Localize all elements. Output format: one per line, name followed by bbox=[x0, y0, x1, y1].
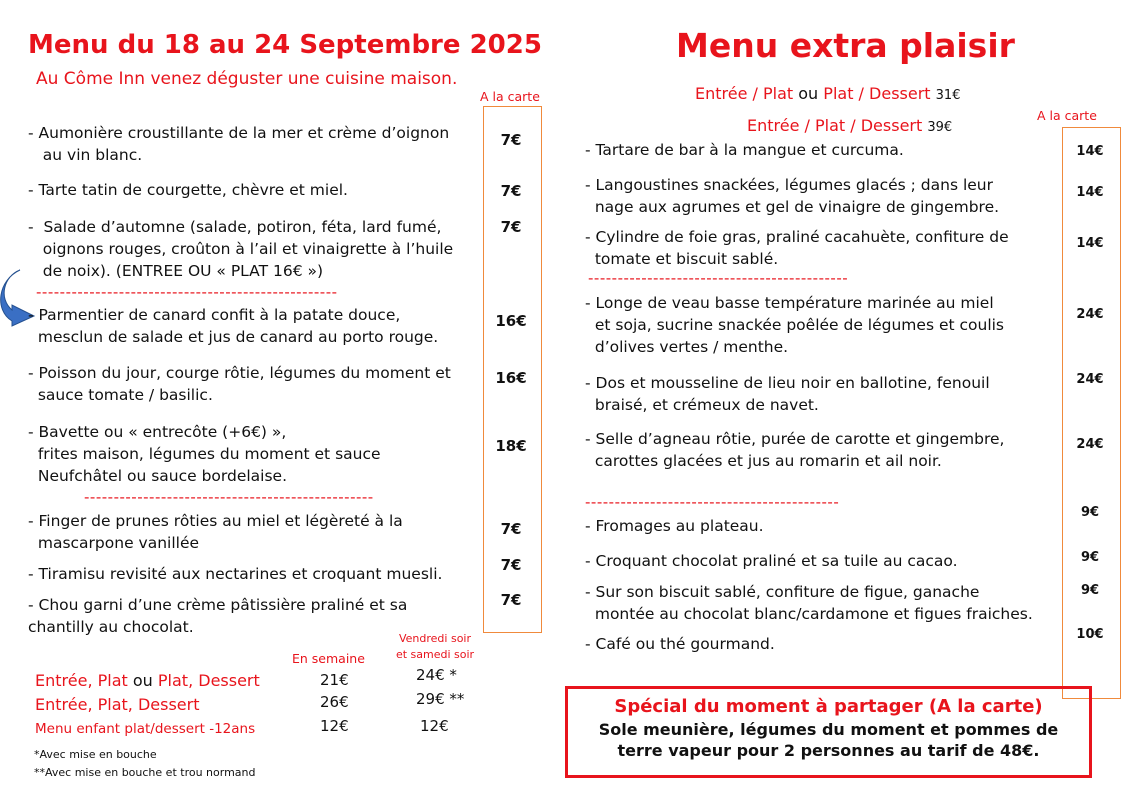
right-item-1: - Tartare de bar à la mangue et curcuma. bbox=[585, 141, 904, 159]
right-item-2: - Langoustines snackées, légumes glacés ; dans leur nage aux agrumes et gel de vinaigre de gingembre. bbox=[585, 176, 1000, 216]
left-item-7: - Finger de prunes rôties au miel et légèreté à la mascarpone vanillée bbox=[28, 512, 403, 552]
left-item-2-price: 7€ bbox=[500, 182, 522, 200]
formula-row-1-or: ou bbox=[132, 671, 153, 690]
right-separator-1: -------------------------------------------- bbox=[588, 269, 849, 287]
right-offer-2-label: Entrée / Plat / Dessert bbox=[747, 116, 923, 135]
left-a-la-carte-label: A la carte bbox=[480, 89, 540, 104]
right-offer-2-price: 39€ bbox=[927, 120, 953, 135]
left-menu-subtitle: Au Côme Inn venez déguster une cuisine maison. bbox=[36, 69, 458, 89]
right-offer-1-or: ou bbox=[798, 84, 819, 103]
right-item-8: - Croquant chocolat praliné et sa tuile au cacao. bbox=[585, 552, 958, 570]
left-item-8-price: 7€ bbox=[500, 556, 522, 574]
right-offer-1-part-a: Entrée / Plat bbox=[695, 84, 794, 103]
left-item-8: - Tiramisu revisité aux nectarines et croquant muesli. bbox=[28, 565, 443, 583]
left-item-3-price: 7€ bbox=[500, 218, 522, 236]
right-item-5-price: 24€ bbox=[1076, 372, 1104, 387]
right-item-3: - Cylindre de foie gras, praliné cacahuète, confiture de tomate et biscuit sablé. bbox=[585, 228, 1009, 268]
right-item-4: - Longe de veau basse température marinée au miel et soja, sucrine snackée poêlée de légumes et coulis d’olives vertes / menthe. bbox=[585, 294, 1005, 356]
special-offer-title: Spécial du moment à partager (A la carte) bbox=[614, 696, 1043, 717]
formula-row-3-label: Menu enfant plat/dessert -12ans bbox=[35, 721, 256, 737]
right-offer-1 bbox=[695, 84, 960, 103]
left-item-5: - Poisson du jour, courge rôtie, légumes du moment et sauce tomate / basilic. bbox=[28, 364, 451, 404]
right-separator-2: ------------------------------------------- bbox=[585, 493, 840, 511]
left-item-7-price: 7€ bbox=[500, 520, 522, 538]
left-item-6-price: 18€ bbox=[495, 437, 527, 455]
special-offer-line-2: terre vapeur pour 2 personnes au tarif de 48€. bbox=[617, 741, 1040, 760]
formula-col-weekend-line2: et samedi soir bbox=[395, 648, 475, 661]
left-separator-1: --------------------------------------------------- bbox=[36, 283, 338, 301]
formula-note-1: *Avec mise en bouche bbox=[34, 748, 157, 761]
right-price-column-box bbox=[1062, 127, 1121, 699]
formula-row-1-week-price: 21€ bbox=[320, 671, 349, 689]
right-item-8-price: 9€ bbox=[1080, 550, 1100, 565]
formula-row-2-weekend-price: 29€ ** bbox=[416, 690, 465, 708]
left-item-9-price: 7€ bbox=[500, 591, 522, 609]
formula-row-3-weekend-price: 12€ bbox=[420, 717, 449, 735]
right-item-6: - Selle d’agneau rôtie, purée de carotte et gingembre, carottes glacées et jus au romarin et ail noir. bbox=[585, 430, 1005, 470]
formula-col-week-label: En semaine bbox=[292, 651, 365, 666]
right-offer-1-price: 31€ bbox=[935, 88, 961, 103]
left-separator-2: ------------------------------------------------- bbox=[84, 488, 374, 506]
left-item-6: - Bavette ou « entrecôte (+6€) », frites maison, légumes du moment et sauce Neufchâtel ou sauce bordelaise. bbox=[28, 423, 381, 485]
left-item-4-price: 16€ bbox=[495, 312, 527, 330]
formula-row-2-week-price: 26€ bbox=[320, 693, 349, 711]
right-offer-1-part-b: Plat / Dessert bbox=[823, 84, 931, 103]
special-offer-box bbox=[565, 686, 1092, 778]
right-item-4-price: 24€ bbox=[1076, 307, 1104, 322]
formula-row-3-week-price: 12€ bbox=[320, 717, 349, 735]
right-item-6-price: 24€ bbox=[1076, 437, 1104, 452]
special-offer-line-1: Sole meunière, légumes du moment et pommes de bbox=[598, 720, 1059, 739]
formula-note-2: **Avec mise en bouche et trou normand bbox=[34, 766, 256, 779]
formula-row-1-weekend-price: 24€ * bbox=[416, 666, 457, 684]
left-item-9: - Chou garni d’une crème pâtissière praliné et sa chantilly au chocolat. bbox=[28, 596, 408, 636]
left-item-1: - Aumonière croustillante de la mer et crème d’oignon au vin blanc. bbox=[28, 124, 450, 164]
left-item-2: - Tarte tatin de courgette, chèvre et miel. bbox=[28, 181, 348, 199]
right-item-10-price: 10€ bbox=[1076, 627, 1104, 642]
formula-row-1-part2: Plat, Dessert bbox=[157, 671, 260, 690]
right-item-1-price: 14€ bbox=[1076, 144, 1104, 159]
formula-col-weekend-line1: Vendredi soir bbox=[398, 632, 471, 645]
right-item-5: - Dos et mousseline de lieu noir en ballotine, fenouil braisé, et crémeux de navet. bbox=[585, 374, 990, 414]
right-item-10: - Café ou thé gourmand. bbox=[585, 635, 775, 653]
formula-row-2-label: Entrée, Plat, Dessert bbox=[35, 695, 200, 714]
left-item-1-price: 7€ bbox=[500, 131, 522, 149]
right-item-9: - Sur son biscuit sablé, confiture de figue, ganache montée au chocolat blanc/cardamone et figues fraiches. bbox=[585, 583, 1033, 623]
right-a-la-carte-label: A la carte bbox=[1037, 108, 1097, 123]
left-menu-title: Menu du 18 au 24 Septembre 2025 bbox=[28, 30, 542, 60]
right-item-7: - Fromages au plateau. bbox=[585, 517, 764, 535]
formula-row-1-part1: Entrée, Plat bbox=[35, 671, 128, 690]
right-offer-2 bbox=[747, 116, 952, 135]
left-item-5-price: 16€ bbox=[495, 369, 527, 387]
right-item-9-price: 9€ bbox=[1080, 583, 1100, 598]
left-item-4: - Parmentier de canard confit à la patate douce, mesclun de salade et jus de canard au porto rouge. bbox=[28, 306, 439, 346]
right-item-7-price: 9€ bbox=[1080, 505, 1100, 520]
right-menu-title: Menu extra plaisir bbox=[676, 26, 1015, 65]
formula-row-1-label bbox=[35, 671, 260, 690]
right-item-3-price: 14€ bbox=[1076, 236, 1104, 251]
left-item-3: - Salade d’automne (salade, potiron, féta, lard fumé, oignons rouges, croûton à l’ail et vinaigrette à l’huile de noix). (ENTREE OU « PLAT 16€ ») bbox=[28, 218, 454, 280]
right-item-2-price: 14€ bbox=[1076, 185, 1104, 200]
